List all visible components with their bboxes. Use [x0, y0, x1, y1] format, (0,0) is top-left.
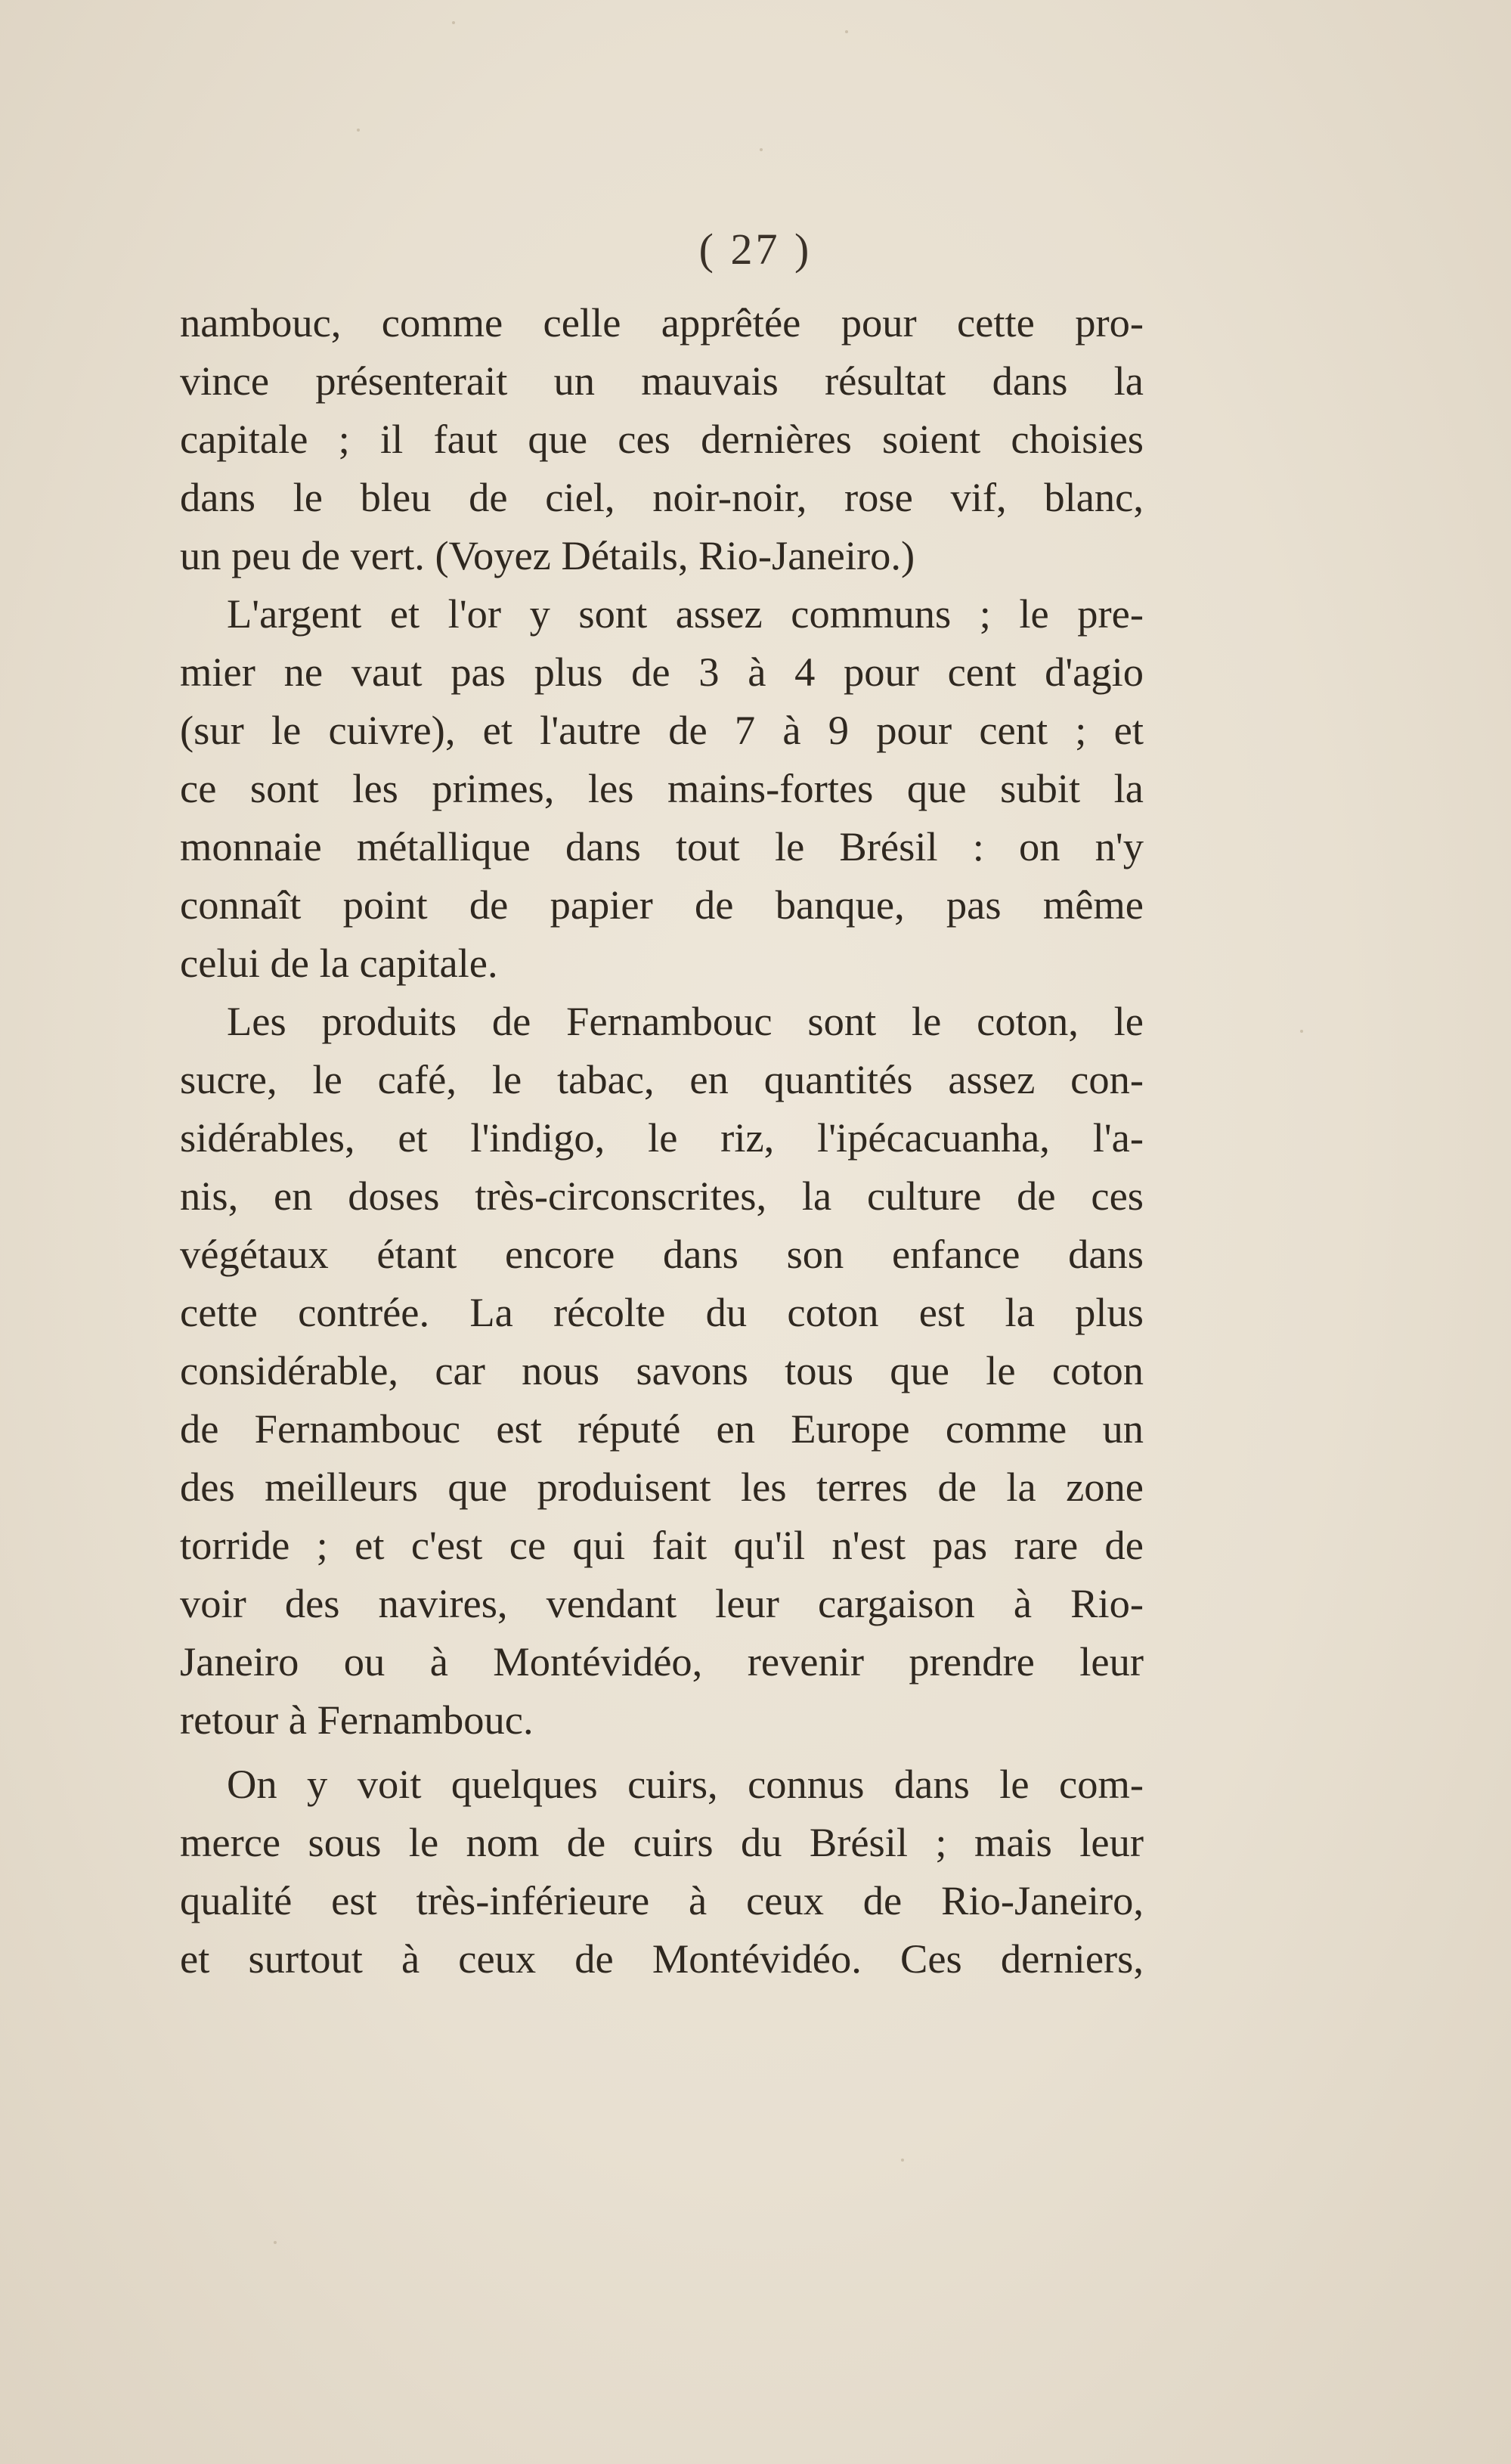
text-line: nis, en doses très-circonscrites, la culture de ces [180, 1173, 1144, 1219]
text-line: (sur le cuivre), et l'autre de 7 à 9 pour cent ; et [180, 707, 1144, 753]
text-line: retour à Fernambouc. [180, 1697, 534, 1743]
text-line: sucre, le café, le tabac, en quantités assez con- [180, 1056, 1144, 1102]
text-line: vince présenterait un mauvais résultat dans la [180, 358, 1144, 404]
text-line: et surtout à ceux de Montévidéo. Ces derniers, [180, 1936, 1144, 1982]
text-line: des meilleurs que produisent les terres de la zone [180, 1464, 1144, 1510]
text-line: un peu de vert. (Voyez Détails, Rio-Janeiro.) [180, 532, 915, 578]
paper-speck [901, 2159, 904, 2162]
text-line: qualité est très-inférieure à ceux de Rio-Janeiro, [180, 1877, 1144, 1923]
paragraph-start-line: Les produits de Fernambouc sont le coton, le [227, 998, 1144, 1044]
text-line: sidérables, et l'indigo, le riz, l'ipécacuanha, l'a- [180, 1114, 1144, 1161]
paper-speck [760, 148, 763, 151]
paragraph-start-line: L'argent et l'or y sont assez communs ; le pre- [227, 590, 1144, 637]
text-line: dans le bleu de ciel, noir-noir, rose vif, blanc, [180, 474, 1144, 520]
text-line: connaît point de papier de banque, pas même [180, 882, 1144, 928]
page-number: ( 27 ) [698, 225, 813, 274]
text-line: merce sous le nom de cuirs du Brésil ; mais leur [180, 1819, 1144, 1865]
text-line: monnaie métallique dans tout le Brésil : on n'y [180, 823, 1144, 869]
text-line: nambouc, comme celle apprêtée pour cette pro- [180, 299, 1144, 346]
text-line: capitale ; il faut que ces dernières soient choisies [180, 416, 1144, 462]
paper-speck [1300, 1030, 1303, 1033]
paper-speck [357, 129, 360, 132]
paper-speck [274, 2241, 277, 2244]
text-line: considérable, car nous savons tous que le coton [180, 1347, 1144, 1393]
paragraph-start-line: On y voit quelques cuirs, connus dans le com- [227, 1761, 1144, 1807]
text-line: végétaux étant encore dans son enfance dans [180, 1231, 1144, 1277]
text-line: Janeiro ou à Montévidéo, revenir prendre leur [180, 1638, 1144, 1685]
text-line: cette contrée. La récolte du coton est la plus [180, 1289, 1144, 1335]
text-line: voir des navires, vendant leur cargaison à Rio- [180, 1580, 1144, 1626]
text-line: mier ne vaut pas plus de 3 à 4 pour cent d'agio [180, 649, 1144, 695]
text-line: torride ; et c'est ce qui fait qu'il n'est pas rare de [180, 1522, 1144, 1568]
paper-speck [845, 30, 848, 33]
text-line: ce sont les primes, les mains-fortes que subit la [180, 765, 1144, 811]
body-text [180, 293, 1144, 1988]
paper-speck [452, 21, 455, 24]
text-line: de Fernambouc est réputé en Europe comme un [180, 1406, 1144, 1452]
text-line: celui de la capitale. [180, 940, 498, 986]
